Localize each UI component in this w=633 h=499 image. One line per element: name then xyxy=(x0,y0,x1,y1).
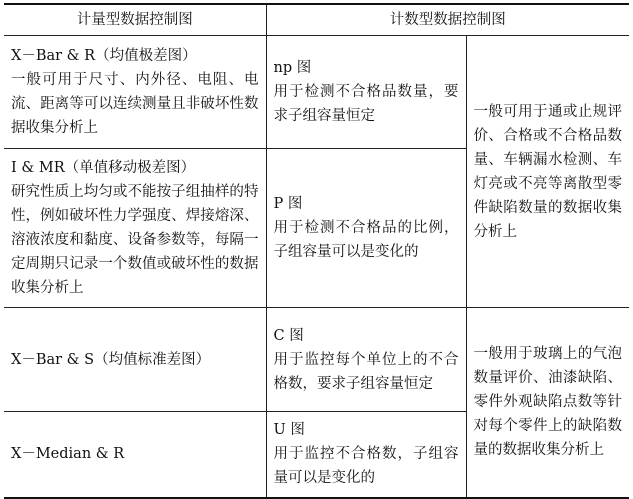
chart-name: np 图 xyxy=(273,60,312,76)
variable-chart-cell xyxy=(4,412,266,498)
chart-description: 用于监控每个单位上的不合格数，要求子组容量恒定 xyxy=(273,351,459,392)
attribute-use-cell: 一般可用于通或止规评价、合格或不合格品数量、车辆漏水检测、车灯亮或不亮等离散型零件缺陷数量的数据收集分析上 xyxy=(466,36,629,308)
chart-name: I & MR（单值移动极差图） xyxy=(11,160,196,176)
header-attribute: 计数型数据控制图 xyxy=(266,4,629,36)
attribute-use-cell: 一般用于玻璃上的气泡数量评价、油漆缺陷、零件外观缺陷点数等针对每个零件上的缺陷数量的数据收集分析上 xyxy=(466,308,629,498)
chart-description: 用于监控不合格数，子组容量可以是变化的 xyxy=(273,446,459,487)
chart-description: 用于检测不合格品数量，要求子组容量恒定 xyxy=(273,84,459,124)
chart-name: X－Median & R xyxy=(11,446,125,463)
variable-chart-cell xyxy=(4,149,266,308)
chart-name: X－Bar & R（均值极差图） xyxy=(11,48,197,64)
variable-chart-cell xyxy=(4,36,266,149)
header-variable: 计量型数据控制图 xyxy=(4,4,266,36)
chart-name: P 图 xyxy=(273,196,303,212)
chart-description: 用于检测不合格品的比例，子组容量可以是变化的 xyxy=(273,220,459,260)
attribute-chart-cell xyxy=(266,412,466,498)
attribute-chart-cell xyxy=(266,36,466,149)
chart-name: X－Bar & S（均值标准差图） xyxy=(11,351,211,368)
attribute-chart-cell xyxy=(266,308,466,412)
control-chart-table xyxy=(4,3,629,499)
chart-description: 研究性质上均匀或不能按子组抽样的特性，例如破坏性力学强度、焊接熔深、溶液浓度和黏度、设备参数等，每隔一定周期只记录一个数值或破坏性的数据收集分析上 xyxy=(11,184,259,296)
chart-name: U 图 xyxy=(273,422,305,439)
chart-name: C 图 xyxy=(273,327,304,344)
variable-chart-cell xyxy=(4,308,266,412)
attribute-chart-cell xyxy=(266,149,466,308)
chart-description: 一般可用于尺寸、内外径、电阻、电流、距离等可以连续测量且非破坏性数据收集分析上 xyxy=(11,72,259,136)
